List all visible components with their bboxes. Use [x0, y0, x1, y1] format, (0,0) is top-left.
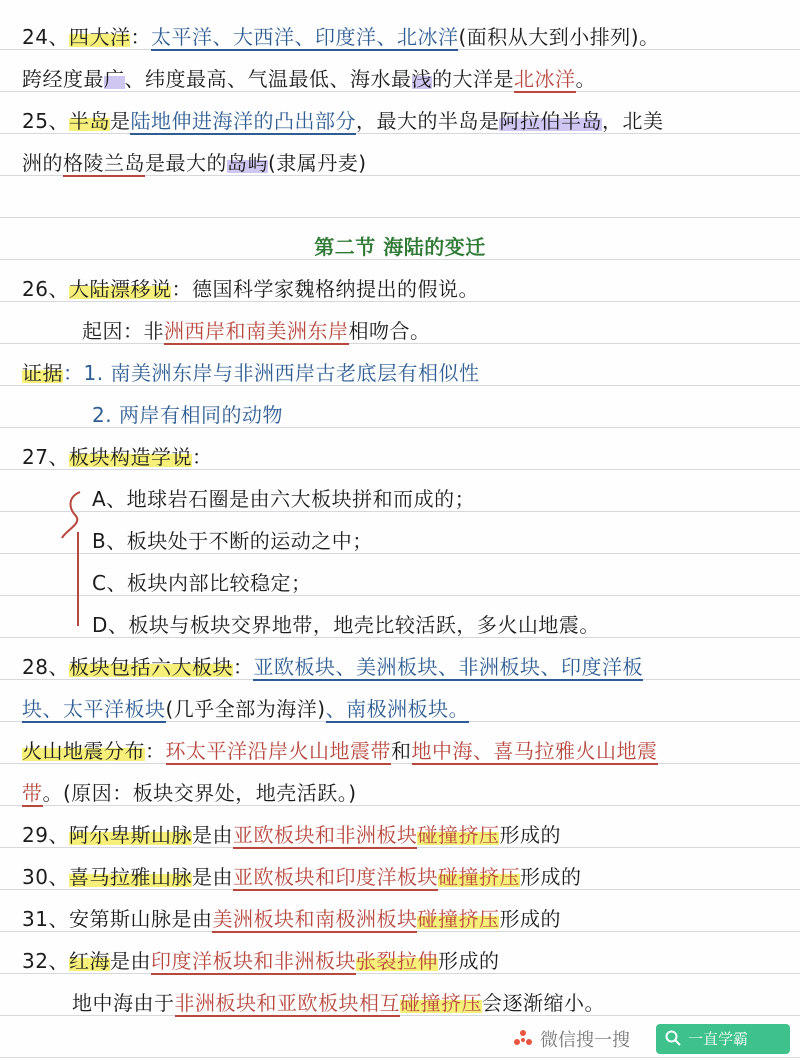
note-line-mediterranean: 地中海由于非洲板块和亚欧板块相互碰撞挤压会逐渐缩小。	[72, 991, 605, 1015]
note-line-26: 26、大陆漂移说：德国科学家魏格纳提出的假说。	[22, 277, 479, 301]
note-line-28: 28、板块包括六大板块：亚欧板块、美洲板块、非洲板块、印度洋板	[22, 655, 643, 679]
note-line-27-c: C、板块内部比较稳定；	[92, 571, 312, 595]
search-icon	[664, 1029, 682, 1047]
section-title: 第二节 海陆的变迁	[314, 235, 486, 259]
note-line-25-cont: 洲的格陵兰岛是最大的岛屿(隶属丹麦)	[22, 151, 367, 175]
note-line-24-cont: 跨经度最广、纬度最高、气温最低、海水最浅的大洋是北冰洋。	[22, 67, 596, 91]
handwritten-brace-mark	[58, 488, 88, 628]
account-badge	[656, 1024, 790, 1054]
note-line-31: 31、安第斯山脉是由美洲板块和南极洲板块碰撞挤压形成的	[22, 907, 561, 931]
note-line-26-evidence-2: 2. 两岸有相同的动物	[92, 403, 283, 427]
note-line-30: 30、喜马拉雅山脉是由亚欧板块和印度洋板块碰撞挤压形成的	[22, 865, 582, 889]
wechat-search-text: 微信搜一搜	[540, 1030, 630, 1051]
note-line-28-cont: 块、太平洋板块(几乎全部为海洋)、南极洲板块。	[22, 697, 470, 721]
note-line-26-evidence-1: 证据：1. 南美洲东岸与非洲西岸古老底层有相似性	[22, 361, 480, 385]
note-line-27-a: A、地球岩石圈是由六大板块拼和而成的；	[92, 487, 476, 511]
note-line-27: 27、板块构造学说：	[22, 445, 213, 469]
watermark-footer	[0, 1018, 800, 1060]
note-line-29: 29、阿尔卑斯山脉是由亚欧板块和非洲板块碰撞挤压形成的	[22, 823, 561, 847]
note-line-24: 24、四大洋：太平洋、大西洋、印度洋、北冰洋(面积从大到小排列)。	[22, 25, 660, 49]
wechat-search-icon	[512, 1028, 534, 1050]
note-line-volcano-cont: 带。(原因：板块交界处，地壳活跃。)	[22, 781, 357, 805]
note-line-25: 25、半岛是陆地伸进海洋的凸出部分，最大的半岛是阿拉伯半岛，北美	[22, 109, 664, 133]
account-name: 一直学霸	[688, 1030, 749, 1048]
note-line-volcano: 火山地震分布：环太平洋沿岸火山地震带和地中海、喜马拉雅火山地震	[22, 739, 658, 763]
note-line-27-d: D、板块与板块交界地带，地壳比较活跃，多火山地震。	[92, 613, 600, 637]
note-line-26-cause: 起因：非洲西岸和南美洲东岸相吻合。	[82, 319, 431, 343]
note-line-27-b: B、板块处于不断的运动之中；	[92, 529, 373, 553]
note-line-32: 32、红海是由印度洋板块和非洲板块张裂拉伸形成的	[22, 949, 500, 973]
